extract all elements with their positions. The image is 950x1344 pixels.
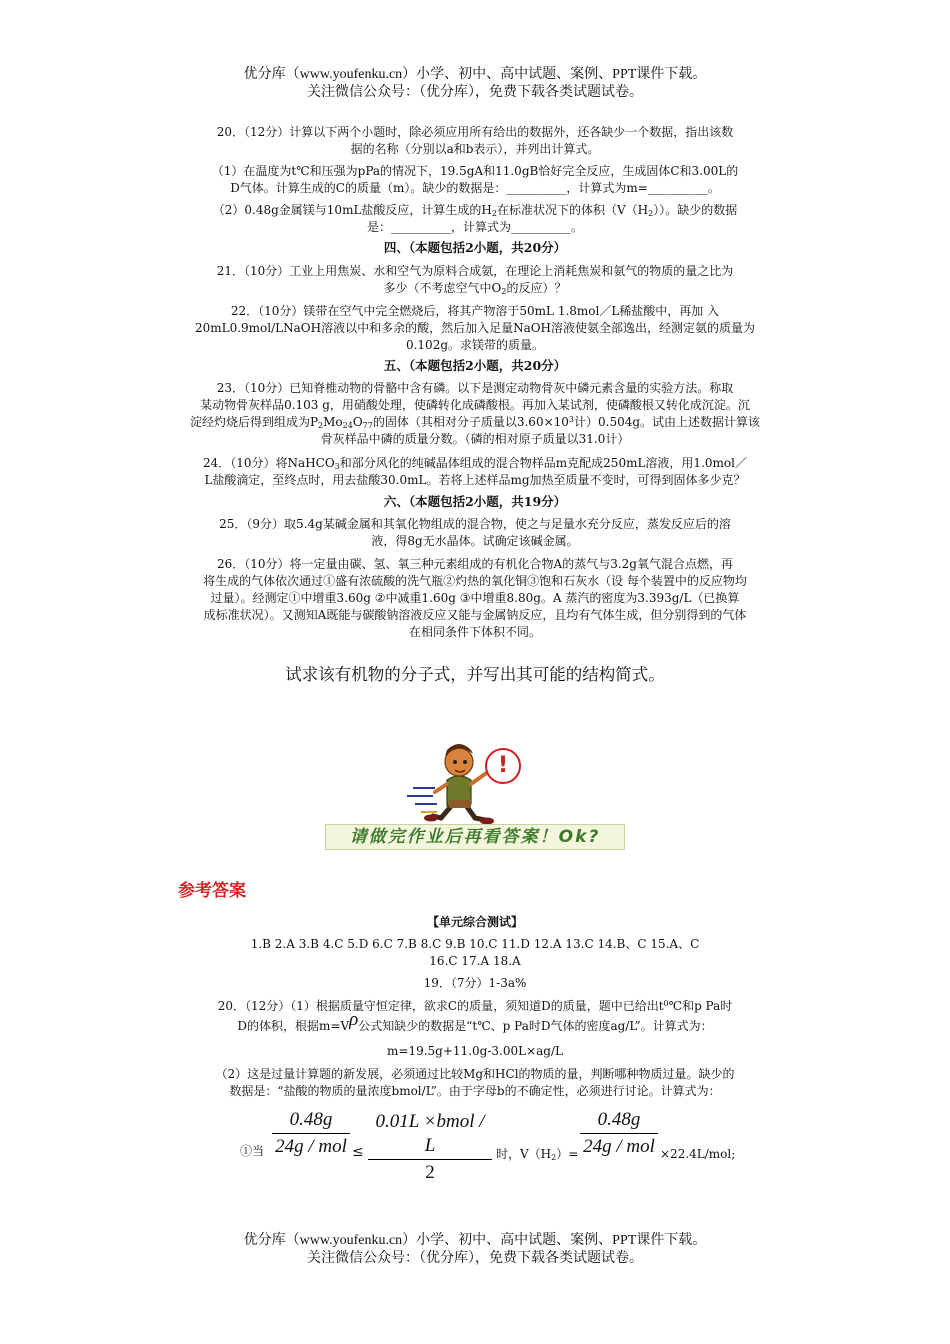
exclamation-icon: !	[485, 748, 521, 784]
answer-20-formula: m=19.5g+11.0g-3.00L×ag/L	[387, 1044, 563, 1058]
section-6-heading: 六、（本题包括2小题，共19分）	[383, 494, 567, 509]
header-line-1: 优分库（www.youfenku.cn）小学、初中、高中试题、案例、PPT课件下载。	[243, 67, 707, 82]
mc-answers-line-1: 1.B 2.A 3.B 4.C 5.D 6.C 7.B 8.C 9.B 10.C 11.D 12.A 13.C 14.B、C 15.A、C	[250, 937, 700, 951]
q23-line-1: 23．（10分）已知脊椎动物的骨骼中含有磷。以下是测定动物骨灰中磷元素含量的实验方法。称取	[216, 381, 734, 395]
reminder-banner	[325, 740, 625, 852]
formula-leq: ≤	[352, 1144, 364, 1160]
q23-line-2: 某动物骨灰样品0.103 g，用硝酸处理，使磷转化成磷酸根。再加入某试剂，使磷酸根又转化成沉淀。沉	[200, 398, 750, 412]
fraction-1-denominator: 24g / mol	[275, 1136, 347, 1157]
q20-line-1: 20．（12分）计算以下两个小题时，除必须应用所有给出的数据外，还各缺少一个数据，指出该数	[216, 125, 734, 139]
q20-part2-line-2: 是：__________，计算式为__________。	[366, 220, 583, 234]
q20-part1-line-1: （1）在温度为t℃和压强为pPa的情况下，19.5gA和11.0gB恰好完全反应，生成固体C和3.00L的	[211, 164, 739, 178]
q22-line-3: 0.102g。求镁带的质量。	[405, 338, 545, 352]
fraction-1	[272, 1108, 350, 1159]
q23-line-3: 淀经灼烧后得到组成为$P_2Mo_{24}O_{77}$的固体（其相对分子质量以$3.60\times 10^3$计）0.504g。试由上述数据计算该	[189, 415, 761, 430]
q23-line-4: 骨灰样品中磷的质量分数。（磷的相对原子质量以31.0计）	[320, 432, 630, 446]
q25-line-1: 25．（9分）取5.4g某碱金属和其氧化物组成的混合物，使之与足量水充分反应，蒸发反应后的溶	[219, 517, 731, 531]
q26-line-2: 将生成的气体依次通过①盛有浓硫酸的洗气瓶②灼热的氧化铜③饱和石灰水（设 每个装置中的反应物均	[203, 574, 747, 588]
q24-line-1: 24．（10分）将NaHCO$_3$和部分风化的纯碱晶体组成的混合物样品m克配成250mL溶液，用1.0mol／	[203, 456, 747, 471]
section-5-heading: 五、（本题包括2小题，共20分）	[383, 358, 567, 373]
q24-line-2: L盐酸滴定，至终点时，用去盐酸30.0mL。若将上述样品mg加热至质量不变时，可得到固体多少克？	[204, 473, 746, 487]
fraction-3	[580, 1108, 658, 1159]
answer-20-line-1: 20．（12分）（1）根据质量守恒定律，欲求C的质量，须知道D的质量，题中已给出$t^0℃$和p Pa时	[217, 999, 733, 1013]
q20-part2-line-1: （2）0.48g金属镁与10mL盐酸反应，计算生成的$H_2$在标准状况下的体积$(V(H_2))$。缺少的数据	[212, 203, 738, 218]
footer-line-2: 关注微信公众号：（优分库），免费下载各类试题试卷。	[307, 1251, 643, 1266]
q21-line-2: 多少（不考虑空气中$O_2$的反应）？	[383, 281, 567, 296]
section-4-heading: 四、（本题包括2小题，共20分）	[383, 240, 567, 255]
formula-when: ①当	[240, 1144, 265, 1158]
q26-line-5: 在相同条件下体积不同。	[408, 625, 541, 639]
footer-line-1: 优分库（www.youfenku.cn）小学、初中、高中试题、案例、PPT课件下载。	[243, 1233, 707, 1248]
mc-answers-line-2: 16.C 17.A 18.A	[429, 954, 521, 968]
formula-multiplier: ×22.4L/mol;	[660, 1147, 736, 1161]
q26-line-3: 过量）。经测定①中增重3.60g ②中减重1.60g ③中增重8.80g。A 蒸汽的密度为3.393g/L（已换算	[210, 591, 740, 605]
answers-title: 参考答案	[178, 881, 246, 901]
fraction-2	[368, 1110, 492, 1185]
q22-line-1: 22．（10分）镁带在空气中完全燃烧后，将其产物溶于50mL 1.8mol／L稀盐酸中，再加 入	[230, 304, 720, 318]
answer-19: 19．（7分）1-3a%	[423, 976, 527, 990]
fraction-2-denominator: 2	[425, 1162, 435, 1183]
answer-20-part2-line-2: 数据是：“盐酸的物质的量浓度bmol/L”。由于字母b的不确定性，必须进行讨论。计算式为：	[229, 1084, 721, 1098]
fraction-3-denominator: 24g / mol	[583, 1136, 655, 1157]
q26-line-4: 成标准状况）。又测知A既能与碳酸钠溶液反应又能与金属钠反应，且均有气体生成，但分别得到的气体	[203, 608, 747, 622]
q25-line-2: 液，得8g无水晶体。试确定该碱金属。	[371, 534, 579, 548]
fraction-2-numerator: 0.01L ×bmol / L	[375, 1111, 485, 1156]
q26-line-1: 26．（10分）将一定量由碳、氢、氧三种元素组成的有机化合物A的蒸气与3.2g氧气混合点燃，再	[217, 557, 733, 571]
header-line-2: 关注微信公众号：（优分库），免费下载各类试题试卷。	[307, 85, 643, 100]
answer-20-part2-line-1: （2）这是过量计算题的新发展，必须通过比较Mg和HCl的物质的量，判断哪种物质过量。缺少的	[215, 1067, 735, 1081]
q26-ask: 试求该有机物的分子式，并写出其可能的结构简式。	[285, 665, 665, 684]
fraction-3-numerator: 0.48g	[597, 1109, 641, 1130]
answer-20-line-2: D的体积，根据m=Vρ公式知缺少的数据是“t℃、p Pa时D气体的密度ag/L”。计算式为：	[237, 1009, 713, 1033]
q20-part1-line-2: D气体。计算生成的C的质量（m）。缺少的数据是：__________，计算式为m=__________。	[230, 181, 720, 195]
q21-line-1: 21．（10分）工业上用焦炭、水和空气为原料合成氨，在理论上消耗焦炭和氨气的物质的量之比为	[216, 264, 734, 278]
reminder-banner-text: 请做完作业后再看答案！Ok?	[325, 824, 625, 850]
formula-then: 时，$V(H_2)=$	[496, 1147, 579, 1162]
unit-test-title: 【单元综合测试】	[426, 915, 523, 929]
q22-line-2: 20mL0.9mol/LNaOH溶液以中和多余的酸，然后加入足量NaOH溶液使氨全部逸出，经测定氨的质量为	[194, 321, 756, 335]
fraction-1-numerator: 0.48g	[289, 1109, 333, 1130]
q20-line-2: 据的名称（分别以a和b表示），并列出计算式。	[350, 142, 600, 156]
